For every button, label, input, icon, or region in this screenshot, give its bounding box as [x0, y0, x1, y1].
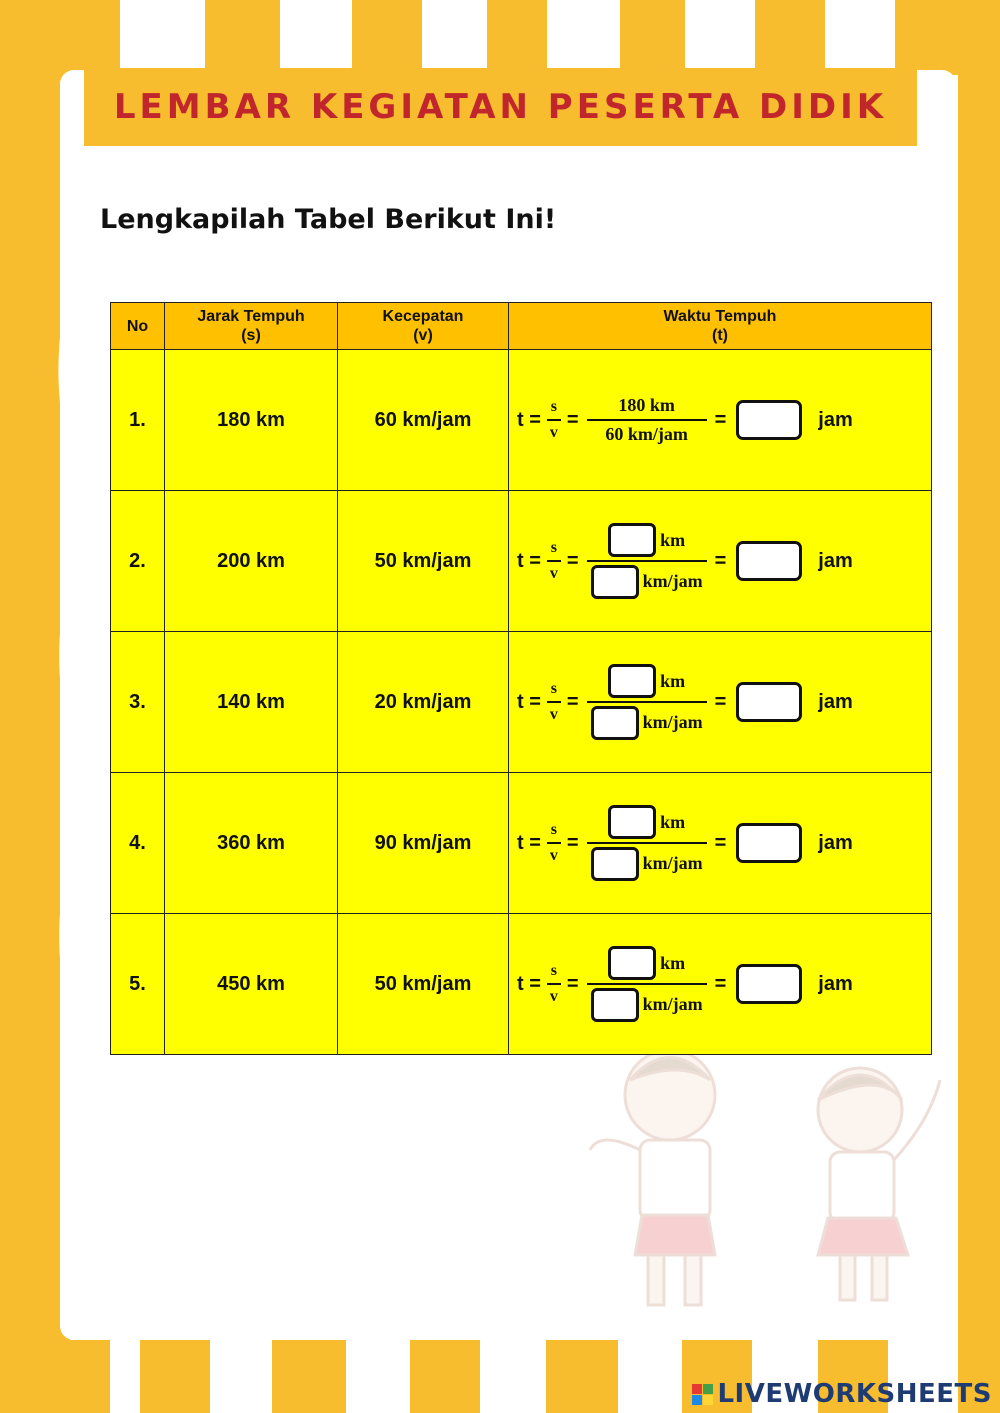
header-time: [509, 303, 932, 350]
row-speed: 90 km/jam: [338, 773, 509, 914]
row-distance: 140 km: [165, 632, 338, 773]
fraction-s: s: [550, 398, 558, 416]
table-header-row: [111, 303, 932, 350]
unit-km-jam: km/jam: [642, 853, 703, 874]
bottom-stripe: [546, 1335, 618, 1413]
title-banner: [84, 68, 917, 146]
fraction-bar: [547, 701, 561, 703]
distance-input-box[interactable]: [608, 805, 656, 839]
fraction-bar: [547, 560, 561, 562]
top-stripe: [895, 0, 960, 75]
fraction-s-over-v: [547, 398, 561, 442]
fraction-s-over-v: [547, 539, 561, 583]
liveworksheets-logo-icon: [692, 1384, 713, 1405]
equals-sign: =: [566, 972, 579, 995]
fraction-numerator: [608, 946, 685, 980]
fraction-bar: [587, 419, 707, 421]
fraction-values: [587, 664, 707, 740]
fraction-numerator: [608, 664, 685, 698]
unit-km-jam: km/jam: [642, 994, 703, 1015]
speed-input-box[interactable]: [591, 988, 639, 1022]
fraction-s: s: [550, 680, 558, 698]
time-formula: [517, 523, 930, 599]
fraction-bar: [587, 701, 707, 703]
answer-time-box[interactable]: [736, 823, 802, 863]
time-formula: [517, 805, 930, 881]
header-speed: [338, 303, 509, 350]
fraction-denominator: [591, 565, 703, 599]
fraction-v: v: [549, 423, 558, 441]
row-distance: 200 km: [165, 491, 338, 632]
fraction-s: s: [550, 539, 558, 557]
fraction-bar: [547, 983, 561, 985]
row-speed: 50 km/jam: [338, 914, 509, 1055]
row-formula: [509, 773, 932, 914]
table-row: [111, 632, 932, 773]
row-number: 3.: [111, 632, 165, 773]
time-formula: [517, 395, 930, 445]
answer-time-box[interactable]: [736, 400, 802, 440]
row-speed: 60 km/jam: [338, 350, 509, 491]
row-formula: [509, 632, 932, 773]
instruction-heading: Lengkapilah Tabel Berikut Ini!: [100, 204, 557, 235]
answer-time-box[interactable]: [736, 541, 802, 581]
formula-t: t =: [517, 972, 541, 995]
header-distance: [165, 303, 338, 350]
fraction-numerator: [608, 805, 685, 839]
formula-t: t =: [517, 831, 541, 854]
equals-sign: =: [566, 690, 579, 713]
row-formula: [509, 491, 932, 632]
wavy-paper-edge: [50, 80, 80, 1340]
equals-sign: =: [714, 831, 727, 854]
answer-time-box[interactable]: [736, 964, 802, 1004]
header-speed-symbol: (v): [413, 327, 433, 344]
formula-t: t =: [517, 408, 541, 431]
fraction-s-over-v: [547, 821, 561, 865]
bottom-stripe: [140, 1335, 210, 1413]
header-distance-symbol: (s): [241, 327, 261, 344]
fraction-bar: [587, 842, 707, 844]
equals-sign: =: [566, 408, 579, 431]
unit-km-jam: km/jam: [642, 571, 703, 592]
row-formula: [509, 914, 932, 1055]
row-distance: 450 km: [165, 914, 338, 1055]
top-stripe: [70, 0, 120, 75]
fraction-numerator: [608, 523, 685, 557]
fraction-s-over-v: [547, 962, 561, 1006]
speed-input-box[interactable]: [591, 565, 639, 599]
fraction-denominator: 60 km/jam: [605, 423, 688, 444]
distance-input-box[interactable]: [608, 523, 656, 557]
table-row: [111, 773, 932, 914]
table-row: [111, 491, 932, 632]
equals-sign: =: [566, 831, 579, 854]
unit-jam: jam: [818, 408, 853, 431]
row-distance: 180 km: [165, 350, 338, 491]
fraction-s: s: [550, 821, 558, 839]
unit-km: km: [660, 811, 686, 832]
header-time-symbol: (t): [712, 327, 728, 344]
equals-sign: =: [714, 408, 727, 431]
equals-sign: =: [566, 549, 579, 572]
formula-t: t =: [517, 690, 541, 713]
table-row: [111, 914, 932, 1055]
unit-km: km: [660, 529, 686, 550]
fraction-values: [587, 946, 707, 1022]
worksheet-table: [110, 302, 932, 1055]
unit-km-jam: km/jam: [642, 712, 703, 733]
equals-sign: =: [714, 972, 727, 995]
row-speed: 50 km/jam: [338, 491, 509, 632]
speed-input-box[interactable]: [591, 706, 639, 740]
frame-right-border: [958, 0, 1000, 1413]
distance-input-box[interactable]: [608, 664, 656, 698]
row-number: 5.: [111, 914, 165, 1055]
row-number: 2.: [111, 491, 165, 632]
unit-jam: jam: [818, 690, 853, 713]
header-no: No: [111, 303, 165, 350]
fraction-bar: [547, 419, 561, 421]
fraction-bar: [587, 983, 707, 985]
top-stripe: [352, 0, 422, 75]
fraction-s-over-v: [547, 680, 561, 724]
fraction-values: [587, 805, 707, 881]
row-number: 4.: [111, 773, 165, 914]
row-speed: 20 km/jam: [338, 632, 509, 773]
children-illustration: [560, 1040, 960, 1340]
fraction-numerator: 180 km: [618, 395, 675, 416]
time-formula: [517, 664, 930, 740]
row-formula: [509, 350, 932, 491]
fraction-bar: [547, 842, 561, 844]
top-stripe: [487, 0, 547, 75]
bottom-stripe: [272, 1335, 346, 1413]
unit-km: km: [660, 952, 686, 973]
fraction-bar: [587, 560, 707, 562]
distance-input-box[interactable]: [608, 946, 656, 980]
top-stripe: [755, 0, 825, 75]
equals-sign: =: [714, 549, 727, 572]
unit-km: km: [660, 670, 686, 691]
time-formula: [517, 946, 930, 1022]
fraction-denominator: [591, 706, 703, 740]
unit-jam: jam: [818, 972, 853, 995]
unit-jam: jam: [818, 549, 853, 572]
header-speed-label: Kecepatan: [382, 308, 464, 325]
row-distance: 360 km: [165, 773, 338, 914]
fraction-denominator: [591, 988, 703, 1022]
fraction-v: v: [549, 564, 558, 582]
liveworksheets-watermark: [692, 1379, 992, 1409]
header-time-label: Waktu Tempuh: [663, 308, 777, 325]
fraction-s: s: [550, 962, 558, 980]
fraction-denominator: [591, 847, 703, 881]
row-number: 1.: [111, 350, 165, 491]
fraction-v: v: [549, 705, 558, 723]
equals-sign: =: [714, 690, 727, 713]
bottom-stripe: [410, 1335, 480, 1413]
top-stripe: [205, 0, 280, 75]
fraction-v: v: [549, 987, 558, 1005]
speed-input-box[interactable]: [591, 847, 639, 881]
header-distance-label: Jarak Tempuh: [197, 308, 305, 325]
fraction-v: v: [549, 846, 558, 864]
page-title: LEMBAR KEGIATAN PESERTA DIDIK: [113, 87, 888, 127]
watermark-text: LIVEWORKSHEETS: [717, 1379, 992, 1409]
top-stripe: [620, 0, 685, 75]
bottom-stripe: [70, 1335, 110, 1413]
unit-jam: jam: [818, 831, 853, 854]
answer-time-box[interactable]: [736, 682, 802, 722]
formula-t: t =: [517, 549, 541, 572]
fraction-values: [587, 395, 707, 445]
fraction-values: [587, 523, 707, 599]
table-row: [111, 350, 932, 491]
